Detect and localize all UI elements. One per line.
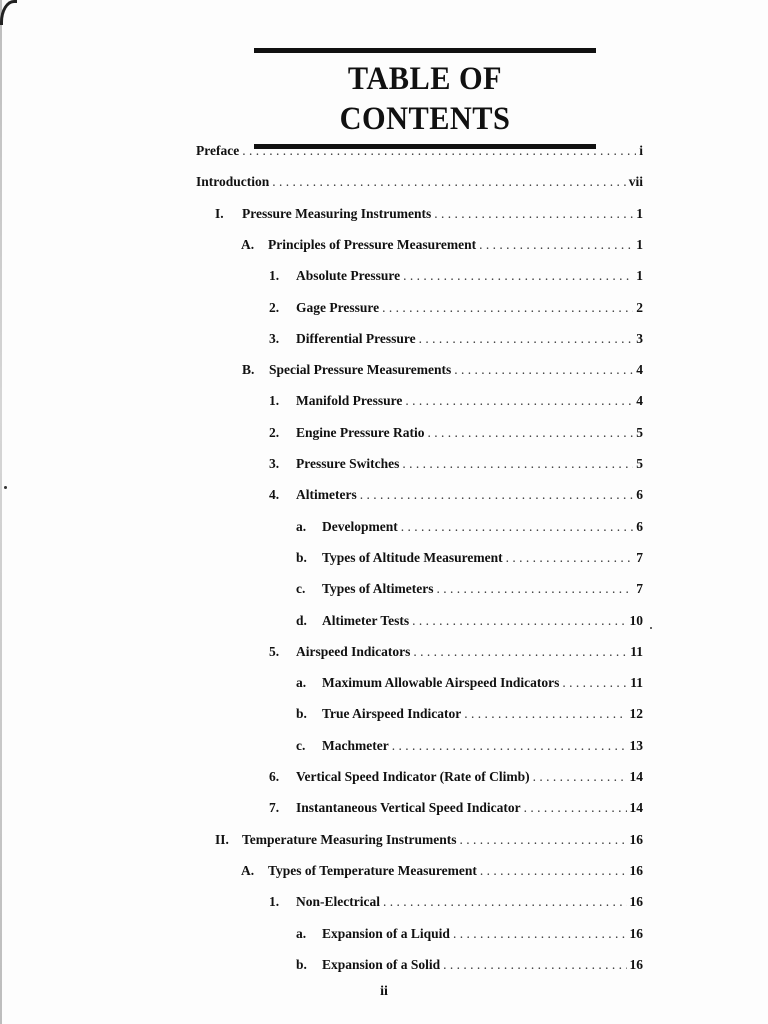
- toc-entry-page: i: [639, 143, 643, 158]
- toc-entry-marker: II.: [215, 832, 229, 847]
- toc-entry: [296, 580, 643, 598]
- toc-entry: [269, 455, 643, 473]
- toc-dot-leader: [412, 612, 626, 630]
- toc-entry: [296, 612, 643, 630]
- toc-entry-title: Machmeter: [322, 738, 389, 753]
- page-number: ii: [380, 984, 388, 999]
- toc-entry-title: Types of Temperature Measurement: [268, 863, 477, 878]
- toc-dot-leader: [460, 831, 627, 849]
- toc-entry-page: 7: [636, 581, 643, 596]
- toc-dot-leader: [392, 737, 627, 755]
- toc-entry: [269, 768, 643, 786]
- toc-entry-marker: A.: [241, 863, 255, 878]
- toc-dot-leader: [453, 925, 627, 943]
- toc-entry-marker: a.: [296, 519, 307, 534]
- toc-entry-marker: 1.: [269, 268, 280, 283]
- toc-entry: [269, 299, 643, 317]
- toc-entry-page: 12: [629, 706, 643, 721]
- toc-entry-page: 6: [636, 519, 643, 534]
- toc-entry-title: Types of Altimeters: [322, 581, 434, 596]
- toc-entry-page: 7: [636, 550, 643, 565]
- toc-entry-marker: A.: [241, 237, 255, 252]
- toc-dot-leader: [360, 486, 634, 504]
- title-block: [254, 48, 596, 149]
- toc-dot-leader: [419, 330, 634, 348]
- toc-entry: [296, 737, 643, 755]
- toc-entry: [296, 956, 643, 974]
- toc-entry-marker: 3.: [269, 456, 280, 471]
- toc-entry-marker: 7.: [269, 800, 280, 815]
- toc-entry-page: 16: [629, 957, 643, 972]
- toc-entry-page: 16: [629, 832, 643, 847]
- toc-dot-leader: [383, 893, 627, 911]
- toc-entry: [241, 236, 643, 254]
- toc-entry-marker: b.: [296, 706, 307, 721]
- toc-entry-title: Development: [322, 519, 398, 534]
- toc-entry-title: True Airspeed Indicator: [322, 706, 462, 721]
- toc-entry-page: 6: [636, 487, 643, 502]
- toc-entry-page: 11: [630, 644, 643, 659]
- toc-dot-leader: [562, 674, 627, 692]
- page-title: TABLE OF CONTENTS: [339, 61, 511, 137]
- toc-entry: [241, 862, 643, 880]
- toc-entry-page: 16: [629, 863, 643, 878]
- toc-entry-page: 5: [636, 425, 643, 440]
- toc-entry: [269, 392, 643, 410]
- toc-entry: [269, 267, 643, 285]
- toc-entry: [215, 205, 643, 223]
- toc-entry-page: 16: [629, 894, 643, 909]
- toc-dot-leader: [480, 862, 627, 880]
- toc-entry-page: 10: [629, 613, 643, 628]
- toc-entry-marker: 6.: [269, 769, 280, 784]
- toc-dot-leader: [402, 455, 633, 473]
- toc-entry-page: 4: [636, 393, 643, 408]
- toc-entry-title: Absolute Pressure: [296, 268, 401, 283]
- toc-entry-page: vii: [628, 174, 643, 189]
- toc-entry-title: Preface: [196, 143, 240, 158]
- toc-entry-marker: 2.: [269, 425, 280, 440]
- toc-entry-page: 13: [629, 738, 643, 753]
- toc-entry-title: Non-Electrical: [296, 894, 380, 909]
- toc-entry: [296, 549, 643, 567]
- toc-entry-page: 4: [636, 362, 643, 377]
- toc-entry-title: Altimeter Tests: [322, 613, 410, 628]
- toc-dot-leader: [434, 205, 633, 223]
- toc-dot-leader: [464, 705, 626, 723]
- toc-entry-title: Pressure Measuring Instruments: [242, 206, 432, 221]
- toc-entry-title: Gage Pressure: [296, 300, 380, 315]
- toc-entry: [296, 925, 643, 943]
- toc-entry-page: 14: [629, 769, 643, 784]
- toc-entry-page: 1: [636, 237, 643, 252]
- toc-entry: [196, 173, 643, 191]
- toc-entry-title: Differential Pressure: [296, 331, 416, 346]
- toc-entry-page: 14: [629, 800, 643, 815]
- toc-entry-marker: d.: [296, 613, 307, 628]
- title-rule-top: [254, 48, 596, 53]
- scan-speck: [650, 627, 652, 629]
- toc-dot-leader: [533, 768, 627, 786]
- toc-entry-marker: c.: [296, 738, 306, 753]
- toc-entry-title: Pressure Switches: [296, 456, 400, 471]
- toc-dot-leader: [454, 361, 633, 379]
- toc-entry-page: 2: [636, 300, 643, 315]
- toc-entry: [269, 486, 643, 504]
- toc-dot-leader: [443, 956, 626, 974]
- toc-entry-page: 1: [636, 268, 643, 283]
- toc-entry: [296, 705, 643, 723]
- toc-dot-leader: [242, 142, 636, 160]
- toc-entry-page: 1: [636, 206, 643, 221]
- toc-dot-leader: [401, 518, 634, 536]
- toc-entry-title: Special Pressure Measurements: [269, 362, 452, 377]
- toc-entry-marker: 1.: [269, 894, 280, 909]
- toc-entry-title: Instantaneous Vertical Speed Indicator: [296, 800, 521, 815]
- toc-entry-title: Temperature Measuring Instruments: [242, 832, 457, 847]
- toc-entry-marker: 5.: [269, 644, 280, 659]
- toc-entry-title: Principles of Pressure Measurement: [268, 237, 477, 252]
- toc-dot-leader: [272, 173, 625, 191]
- toc-entry-marker: B.: [242, 362, 255, 377]
- toc-entry: [296, 518, 643, 536]
- toc-entry-marker: 2.: [269, 300, 280, 315]
- toc-entry-marker: c.: [296, 581, 306, 596]
- toc-entry-marker: b.: [296, 957, 307, 972]
- toc-entry-title: Engine Pressure Ratio: [296, 425, 425, 440]
- toc-entry-page: 11: [630, 675, 643, 690]
- toc-dot-leader: [428, 424, 634, 442]
- toc-entry-page: 16: [629, 926, 643, 941]
- toc-entry-title: Vertical Speed Indicator (Rate of Climb): [296, 769, 530, 784]
- toc-entry-title: Airspeed Indicators: [296, 644, 411, 659]
- toc-entry: [269, 799, 643, 817]
- toc-entry-marker: 3.: [269, 331, 280, 346]
- toc-entry-title: Expansion of a Liquid: [322, 926, 450, 941]
- toc-entry-page: 5: [636, 456, 643, 471]
- toc-dot-leader: [382, 299, 633, 317]
- toc-entry: [196, 142, 643, 160]
- toc-entry-title: Manifold Pressure: [296, 393, 403, 408]
- toc-entry: [269, 643, 643, 661]
- toc-dot-leader: [403, 267, 633, 285]
- toc-entry-marker: a.: [296, 926, 307, 941]
- toc-dot-leader: [413, 643, 627, 661]
- toc-dot-leader: [405, 392, 633, 410]
- toc-entry-marker: 4.: [269, 487, 280, 502]
- toc-entry-title: Maximum Allowable Airspeed Indicators: [322, 675, 560, 690]
- toc-entry-marker: b.: [296, 550, 307, 565]
- toc-entry-title: Altimeters: [296, 487, 357, 502]
- toc-entry-marker: I.: [215, 206, 224, 221]
- toc-dot-leader: [436, 580, 633, 598]
- toc-entry-marker: 1.: [269, 393, 280, 408]
- toc-entry-title: Expansion of a Solid: [322, 957, 441, 972]
- toc-dot-leader: [479, 236, 633, 254]
- toc-entry: [242, 361, 643, 379]
- toc-entry-page: 3: [636, 331, 643, 346]
- toc-entry-title: Introduction: [196, 174, 270, 189]
- toc-dot-leader: [524, 799, 627, 817]
- toc-entry: [269, 424, 643, 442]
- toc-dot-leader: [506, 549, 634, 567]
- toc-entry: [296, 674, 643, 692]
- toc-entry: [215, 831, 643, 849]
- scan-edge: [0, 0, 2, 1024]
- toc-entry: [269, 330, 643, 348]
- toc-entry-title: Types of Altitude Measurement: [322, 550, 503, 565]
- scan-speck: [4, 486, 7, 489]
- toc-entry-marker: a.: [296, 675, 307, 690]
- scan-corner-mark: [0, 0, 17, 25]
- toc-entry: [269, 893, 643, 911]
